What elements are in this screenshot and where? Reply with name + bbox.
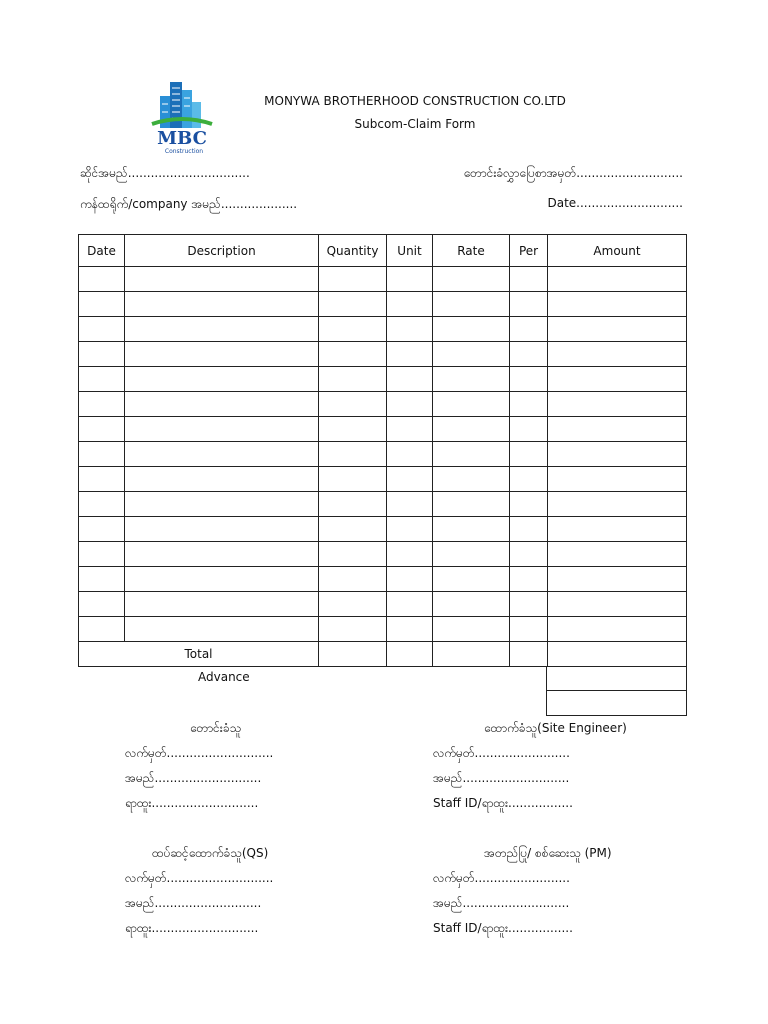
per-cell[interactable] <box>510 267 548 292</box>
date-cell[interactable] <box>79 517 125 542</box>
site-engineer-signature: လက်မှတ်......................... <box>433 746 570 760</box>
unit-cell[interactable] <box>387 292 433 317</box>
per-cell[interactable] <box>510 617 548 642</box>
total-cell[interactable] <box>319 642 387 667</box>
rate-cell[interactable] <box>433 292 510 317</box>
unit-cell[interactable] <box>387 617 433 642</box>
amount-cell[interactable] <box>548 617 687 642</box>
unit-cell[interactable] <box>387 317 433 342</box>
rate-cell[interactable] <box>433 342 510 367</box>
balance-amount-box[interactable] <box>546 691 687 716</box>
description-cell[interactable] <box>125 467 319 492</box>
logo-text: MBC <box>157 128 207 149</box>
per-cell[interactable] <box>510 517 548 542</box>
quantity-cell[interactable] <box>319 542 387 567</box>
quantity-cell[interactable] <box>319 567 387 592</box>
claimant-name: အမည်............................ <box>125 771 262 785</box>
per-cell[interactable] <box>510 592 548 617</box>
unit-cell[interactable] <box>387 567 433 592</box>
date-cell[interactable] <box>79 317 125 342</box>
per-cell[interactable] <box>510 317 548 342</box>
per-cell[interactable] <box>510 567 548 592</box>
total-cell[interactable] <box>433 642 510 667</box>
col-unit: Unit <box>387 235 433 267</box>
rate-cell[interactable] <box>433 617 510 642</box>
quantity-cell[interactable] <box>319 592 387 617</box>
rate-cell[interactable] <box>433 442 510 467</box>
unit-cell[interactable] <box>387 392 433 417</box>
col-quantity: Quantity <box>319 235 387 267</box>
table-header-row <box>79 235 687 267</box>
description-cell[interactable] <box>125 492 319 517</box>
rate-cell[interactable] <box>433 567 510 592</box>
date-cell[interactable] <box>79 392 125 417</box>
per-cell[interactable] <box>510 342 548 367</box>
amount-cell[interactable] <box>548 267 687 292</box>
col-date: Date <box>79 235 125 267</box>
unit-cell[interactable] <box>387 517 433 542</box>
date-cell[interactable] <box>79 492 125 517</box>
amount-cell[interactable] <box>548 392 687 417</box>
amount-cell[interactable] <box>548 442 687 467</box>
table-row <box>79 392 687 417</box>
rate-cell[interactable] <box>433 267 510 292</box>
quantity-cell[interactable] <box>319 417 387 442</box>
table-row <box>79 442 687 467</box>
qs-position: ရာထူး............................ <box>125 921 259 935</box>
logo-subtext: Construction <box>164 148 204 155</box>
unit-cell[interactable] <box>387 367 433 392</box>
table-row <box>79 342 687 367</box>
description-cell[interactable] <box>125 417 319 442</box>
unit-cell[interactable] <box>387 442 433 467</box>
site-engineer-title: ထောက်ခံသူ(Site Engineer) <box>484 721 627 735</box>
qs-title: ထပ်ဆင့်ထောက်ခံသူ(QS) <box>152 846 269 860</box>
table-row <box>79 417 687 442</box>
per-cell[interactable] <box>510 542 548 567</box>
qs-signature: လက်မှတ်............................ <box>125 871 274 885</box>
quantity-cell[interactable] <box>319 317 387 342</box>
quantity-cell[interactable] <box>319 617 387 642</box>
form-title: Subcom-Claim Form <box>354 117 476 131</box>
description-cell[interactable] <box>125 517 319 542</box>
company-name-field: ကန်ထရိုက်/company အမည်.................... <box>80 197 298 211</box>
amount-cell[interactable] <box>548 592 687 617</box>
total-row <box>79 642 687 667</box>
unit-cell[interactable] <box>387 542 433 567</box>
description-cell[interactable] <box>125 442 319 467</box>
quantity-cell[interactable] <box>319 267 387 292</box>
amount-cell[interactable] <box>548 542 687 567</box>
date-field: Date............................ <box>547 196 683 210</box>
table-row <box>79 567 687 592</box>
amount-cell[interactable] <box>548 467 687 492</box>
description-cell[interactable] <box>125 392 319 417</box>
quantity-cell[interactable] <box>319 392 387 417</box>
table-row <box>79 617 687 642</box>
table-row <box>79 267 687 292</box>
company-logo <box>146 74 218 156</box>
amount-cell[interactable] <box>548 567 687 592</box>
total-amount-cell[interactable] <box>548 642 687 667</box>
rate-cell[interactable] <box>433 317 510 342</box>
col-description: Description <box>125 235 319 267</box>
quantity-cell[interactable] <box>319 467 387 492</box>
rate-cell[interactable] <box>433 367 510 392</box>
per-cell[interactable] <box>510 292 548 317</box>
per-cell[interactable] <box>510 417 548 442</box>
description-cell[interactable] <box>125 567 319 592</box>
description-cell[interactable] <box>125 367 319 392</box>
table-row <box>79 467 687 492</box>
total-cell[interactable] <box>387 642 433 667</box>
pm-title: အတည်ပြု/ စစ်ဆေးသူ (PM) <box>484 846 612 860</box>
pm-signature: လက်မှတ်......................... <box>433 871 570 885</box>
quantity-cell[interactable] <box>319 292 387 317</box>
unit-cell[interactable] <box>387 492 433 517</box>
rate-cell[interactable] <box>433 492 510 517</box>
date-cell[interactable] <box>79 617 125 642</box>
date-cell[interactable] <box>79 367 125 392</box>
unit-cell[interactable] <box>387 592 433 617</box>
amount-cell[interactable] <box>548 517 687 542</box>
description-cell[interactable] <box>125 342 319 367</box>
rate-cell[interactable] <box>433 392 510 417</box>
claim-number-field: တောင်းခံလွှာပြေစာအမှတ်............................ <box>463 166 683 180</box>
date-cell[interactable] <box>79 292 125 317</box>
claimant-title: တောင်းခံသူ <box>190 721 242 735</box>
date-cell[interactable] <box>79 442 125 467</box>
rate-cell[interactable] <box>433 592 510 617</box>
rate-cell[interactable] <box>433 467 510 492</box>
amount-cell[interactable] <box>548 342 687 367</box>
per-cell[interactable] <box>510 367 548 392</box>
table-row <box>79 317 687 342</box>
date-cell[interactable] <box>79 542 125 567</box>
col-rate: Rate <box>433 235 510 267</box>
quantity-cell[interactable] <box>319 517 387 542</box>
unit-cell[interactable] <box>387 467 433 492</box>
total-cell[interactable] <box>510 642 548 667</box>
table-row <box>79 292 687 317</box>
per-cell[interactable] <box>510 442 548 467</box>
site-engineer-name: အမည်............................ <box>433 771 570 785</box>
site-engineer-staff-id: Staff ID/ရာထူး................. <box>433 796 573 810</box>
description-cell[interactable] <box>125 317 319 342</box>
claim-table <box>78 234 687 667</box>
claimant-position: ရာထူး............................ <box>125 796 259 810</box>
unit-cell[interactable] <box>387 417 433 442</box>
per-cell[interactable] <box>510 492 548 517</box>
date-cell[interactable] <box>79 267 125 292</box>
table-row <box>79 517 687 542</box>
claimant-signature: လက်မှတ်............................ <box>125 746 274 760</box>
date-cell[interactable] <box>79 567 125 592</box>
shop-name-field: ဆိုင်အမည်................................ <box>80 166 250 180</box>
table-row <box>79 592 687 617</box>
unit-cell[interactable] <box>387 267 433 292</box>
table-row <box>79 542 687 567</box>
company-name: MONYWA BROTHERHOOD CONSTRUCTION CO.LTD <box>264 94 566 108</box>
description-cell[interactable] <box>125 542 319 567</box>
amount-cell[interactable] <box>548 317 687 342</box>
table-row <box>79 367 687 392</box>
description-cell[interactable] <box>125 592 319 617</box>
rate-cell[interactable] <box>433 542 510 567</box>
total-label: Total <box>79 642 319 667</box>
description-cell[interactable] <box>125 267 319 292</box>
date-cell[interactable] <box>79 592 125 617</box>
date-cell[interactable] <box>79 342 125 367</box>
rate-cell[interactable] <box>433 417 510 442</box>
per-cell[interactable] <box>510 392 548 417</box>
pm-name: အမည်............................ <box>433 896 570 910</box>
qs-name: အမည်............................ <box>125 896 262 910</box>
quantity-cell[interactable] <box>319 342 387 367</box>
quantity-cell[interactable] <box>319 442 387 467</box>
amount-cell[interactable] <box>548 492 687 517</box>
advance-amount-box[interactable] <box>546 666 687 691</box>
table-row <box>79 492 687 517</box>
col-amount: Amount <box>548 235 687 267</box>
per-cell[interactable] <box>510 467 548 492</box>
quantity-cell[interactable] <box>319 367 387 392</box>
description-cell[interactable] <box>125 292 319 317</box>
advance-label: Advance <box>198 670 250 684</box>
amount-cell[interactable] <box>548 367 687 392</box>
col-per: Per <box>510 235 548 267</box>
pm-staff-id: Staff ID/ရာထူး................. <box>433 921 573 935</box>
description-cell[interactable] <box>125 617 319 642</box>
amount-cell[interactable] <box>548 417 687 442</box>
amount-cell[interactable] <box>548 292 687 317</box>
rate-cell[interactable] <box>433 517 510 542</box>
unit-cell[interactable] <box>387 342 433 367</box>
quantity-cell[interactable] <box>319 492 387 517</box>
date-cell[interactable] <box>79 467 125 492</box>
date-cell[interactable] <box>79 417 125 442</box>
